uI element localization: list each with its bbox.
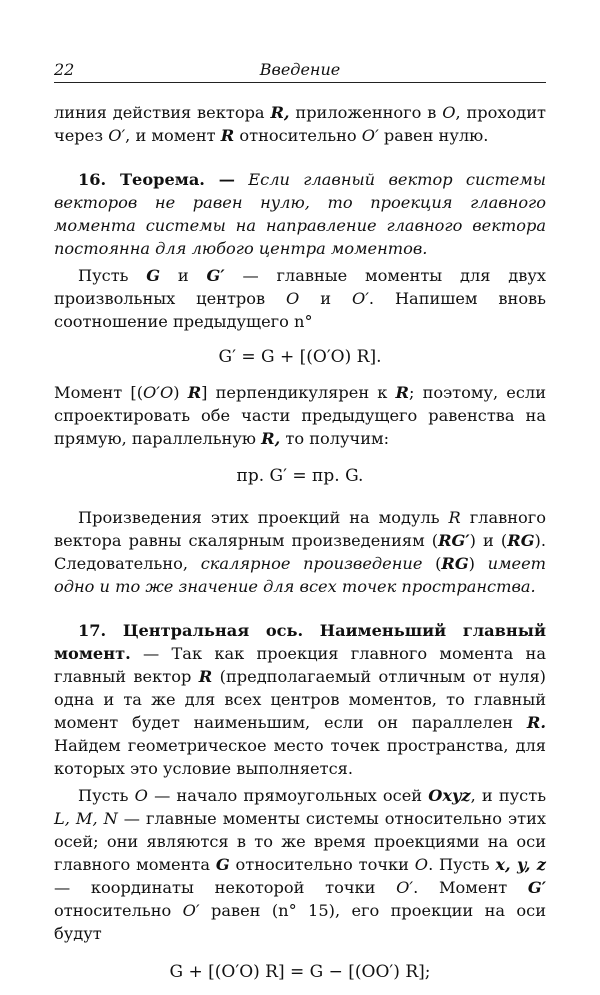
proof-paragraph: Пусть G и G′ — главные моменты для двух произвольных центров O и O′. Напишем вновь соотношение предыдущего n°	[54, 266, 546, 331]
paragraph-perpendicular: Момент [(O′O) R] перпендикулярен к R; поэтому, если спроектировать обе части предыдущего равенства на прямую, параллельную R, то получим:	[54, 383, 547, 448]
formula-moment-relation: G′ = G + [(O′O) R].	[218, 347, 382, 367]
theorem-16	[54, 168, 546, 260]
formula-moment-projection: G + [(O′O) R] = G − [(OO′) R];	[169, 962, 431, 982]
paragraph-scalar-product: Произведения этих проекций на модуль R главного вектора равны скалярным произведениям (RG′) и (RG). Следовательно, скалярное произведение (RG) имеет одно и то же значение для всех точек пространства.	[54, 508, 546, 596]
theorem-statement: Если главный вектор системы векторов не равен нулю, то проекция главного момента системы на направление главного вектора постоянна для любого центра моментов.	[54, 170, 546, 258]
page-number: 22	[54, 60, 75, 79]
running-head: Введение	[259, 60, 341, 79]
theorem-heading: 16. Теорема. —	[78, 170, 235, 189]
paragraph-coordinates: Пусть O — начало прямоугольных осей Oxyz, и пусть L, M, N — главные моменты системы относительно этих осей; они являются в то же время проекциями на оси главного момента G относительно точки O. Пусть x, y, z — координаты некоторой точки O′. Момент G′ относительно O′ равен (n° 15), его проекции на оси будут	[54, 786, 547, 943]
section-17-heading: 17. Центральная ось. Наименьший главный момент.	[54, 621, 546, 663]
paragraph-continuation: линия действия вектора R, приложенного в O, проходит через O′, и момент R относительно O′ равен нулю.	[54, 103, 547, 145]
formula-projection-equality: пр. G′ = пр. G.	[236, 466, 364, 486]
page-header	[54, 56, 546, 83]
book-page	[54, 56, 546, 995]
section-17-central-axis: 17. Центральная ось. Наименьший главный момент. — Так как проекция главного момента на главный вектор R (предполагаемый отличным от нуля) одна и та же для всех центров моментов, то главный момент будет наименьшим, если он параллелен R. Найдем геометрическое место точек пространства, для которых это условие выполняется.	[54, 621, 546, 778]
